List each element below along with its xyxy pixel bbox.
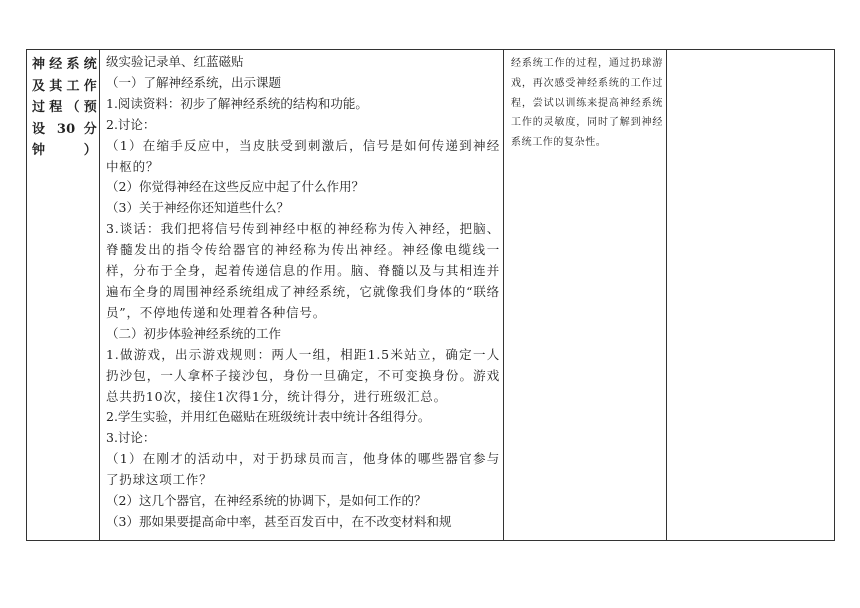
- goal-text: 经系统工作的过程，通过扔球游戏，再次感受神经系统的工作过程，尝试以训练来提高神经系统工作的灵敏度，同时了解到神经系统工作的复杂性。: [511, 58, 663, 149]
- activity-line: （2）这几个器官，在神经系统的协调下，是如何工作的？: [106, 493, 427, 509]
- activity-line: 级实验记录单、红蓝磁贴: [106, 54, 244, 69]
- phase-cell: [27, 50, 100, 540]
- activity-line: 2.讨论：: [106, 116, 156, 132]
- goal-cell: [504, 50, 667, 540]
- activity-line: 3.讨论：: [106, 430, 156, 446]
- activity-line: 3.谈话：我们把将信号传到神经中枢的神经称为传入神经，把脑、脊髓发出的指令传给器官的神经称为传出神经。神经像电缆线一样，分布于全身，起着传递信息的作用。脑、脊髓以及与其相连并遍布全身的周围神经系统组成了神经系统，它就像我们身体的“联络员”，不停地传递和处理着各种信号。: [106, 221, 500, 320]
- activity-line: 1.阅读资料：初步了解神经系统的结构和功能。: [106, 95, 368, 111]
- activity-line: （3）那如果要提高命中率，甚至百发百中，在不改变材料和规: [106, 513, 452, 529]
- activity-line: 2.学生实验，并用红色磁贴在班级统计表中统计各组得分。: [106, 409, 431, 425]
- activity-line: （1）在缩手反应中，当皮肤受到刺激后，信号是如何传递到神经中枢的？: [106, 137, 500, 174]
- activity-line: （二）初步体验神经系统的工作: [106, 325, 282, 341]
- phase-title: 神经系统及其工作过程（预设 30 分钟）: [32, 57, 97, 158]
- activity-line: （1）在刚才的活动中，对于扔球员而言，他身体的哪些器官参与了扔球这项工作？: [106, 451, 500, 488]
- activities-cell: [100, 50, 504, 540]
- activity-line: （一）了解神经系统，出示课题: [106, 74, 282, 90]
- activity-line: （2）你觉得神经在这些反应中起了什么作用？: [106, 179, 364, 195]
- activity-line: 1.做游戏，出示游戏规则：两人一组，相距1.5米站立，确定一人扔沙包，一人拿杯子接沙包，身份一旦确定，不可变换身份。游戏总共扔10次，接住1次得1分，统计得分，进行班级汇总。: [106, 346, 500, 404]
- lesson-plan-table: [26, 49, 835, 541]
- notes-cell: [667, 50, 836, 540]
- activity-line: （3）关于神经你还知道些什么？: [106, 200, 289, 216]
